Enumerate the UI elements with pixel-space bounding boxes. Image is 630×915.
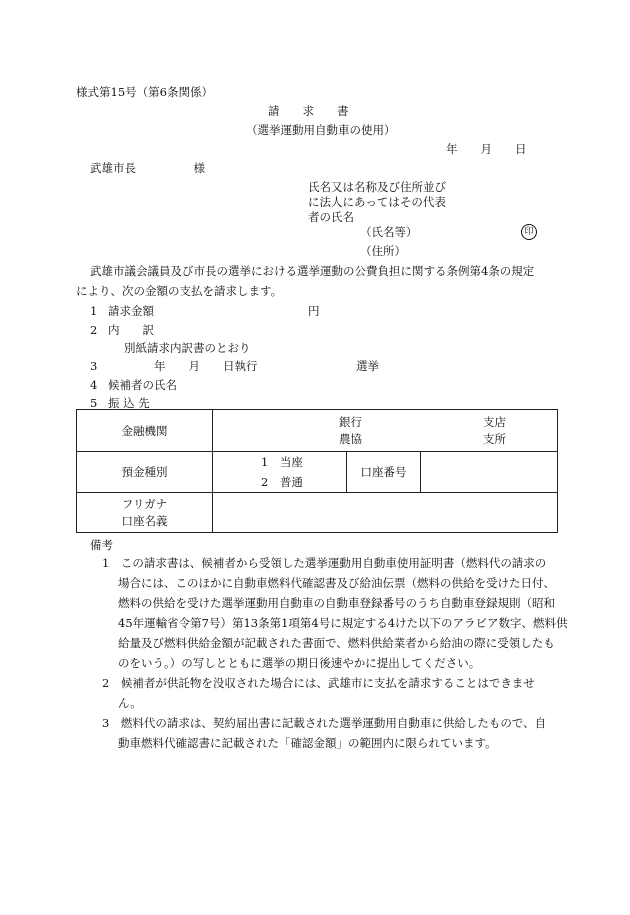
body-text-line-1: 武雄市議会議員及び市長の選挙における選挙運動の公費負担に関する条例第4条の規定 (90, 264, 535, 278)
claimant-description-1: 氏名又は名称及び住所並び (308, 180, 446, 194)
note-1-line-2: 場合には、このほかに自動車燃料代確認書及び給油伝票（燃料の供給を受けた日付、 (118, 576, 555, 590)
document-title: 請 求 書 (268, 104, 349, 118)
notes-heading: 備考 (90, 538, 113, 552)
branch-label: 支店 (483, 414, 506, 429)
account-holder-field[interactable] (213, 493, 558, 533)
item-2-label: 内 訳 (108, 323, 154, 337)
item-1-number: 1 (90, 304, 98, 318)
agri-coop-label: 農協 (339, 431, 362, 446)
deposit-option-checking[interactable]: 1 当座 (261, 455, 303, 469)
claimant-address-label: （住所） (360, 244, 406, 258)
body-text-line-2: により、次の金額の支払を請求します。 (76, 284, 283, 298)
claimant-description-2: に法人にあってはその代表 (308, 195, 446, 209)
furigana-label: フリガナ (121, 496, 168, 511)
deposit-type-label: 預金種別 (77, 452, 213, 493)
note-1-line-6: のをいう。）の写しとともに選挙の期日後速やかに提出してください。 (118, 656, 481, 670)
note-1-line-4: 45年運輸省令第7号）第13条第1項第4号に規定する4けた以下のアラビア数字、燃料供 (118, 616, 568, 630)
note-2-line-1: 2 候補者が供託物を没収された場合には、武雄市に支払を請求することはできませ (102, 676, 535, 690)
item-3-election: 選挙 (356, 359, 379, 373)
claimant-description-3: 者の氏名 (308, 210, 354, 224)
date-line: 年 月 日 (446, 142, 527, 156)
item-4-number: 4 (90, 378, 98, 392)
document-subtitle: （選挙運動用自動車の使用） (246, 123, 396, 137)
note-2-line-2: ん。 (118, 696, 142, 710)
note-1-line-5: 給量及び燃料供給金額が記載された書面で、燃料供給業者から給油の際に受領したも (118, 636, 555, 650)
bank-label: 銀行 (339, 414, 362, 429)
note-3-line-1: 3 燃料代の請求は、契約届出書に記載された選挙運動用自動車に供給したもので、自 (102, 716, 547, 730)
note-3-line-2: 動車燃料代確認書に記載された「確認金額」の範囲内に限られています。 (118, 736, 497, 750)
deposit-type-options[interactable] (213, 452, 347, 493)
item-5-label: 振 込 先 (108, 396, 150, 410)
seal-mark: 印 (521, 224, 537, 240)
item-4-label: 候補者の氏名 (108, 378, 177, 392)
item-5-number: 5 (90, 396, 98, 410)
addressee: 武雄市長 様 (90, 161, 205, 175)
form-number: 様式第15号（第6条関係） (76, 85, 213, 99)
claimant-name-label: （氏名等） (360, 225, 418, 239)
branch-office-label: 支所 (483, 431, 506, 446)
account-number-label: 口座番号 (347, 452, 421, 493)
item-1-unit: 円 (308, 304, 320, 318)
account-number-field[interactable] (421, 452, 558, 493)
bank-transfer-table (76, 409, 558, 533)
note-1-line-1: 1 この請求書は、候補者から受領した選挙運動用自動車使用証明書（燃料代の請求の (102, 556, 547, 570)
account-holder-label: 口座名義 (121, 513, 168, 528)
item-2-number: 2 (90, 323, 98, 337)
item-3-date: 年 月 日執行 (154, 359, 258, 373)
item-1-label: 請求金額 (108, 304, 154, 318)
financial-institution-cell[interactable] (213, 410, 558, 452)
account-holder-label-cell (77, 493, 213, 533)
note-1-line-3: 燃料の供給を受けた選挙運動用自動車の自動車登録番号のうち自動車登録規則（昭和 (118, 596, 555, 610)
item-2-detail: 別紙請求内訳書のとおり (124, 341, 251, 355)
item-3-number: 3 (90, 359, 98, 373)
financial-institution-label: 金融機関 (77, 410, 213, 452)
deposit-option-savings[interactable]: 2 普通 (261, 475, 303, 489)
